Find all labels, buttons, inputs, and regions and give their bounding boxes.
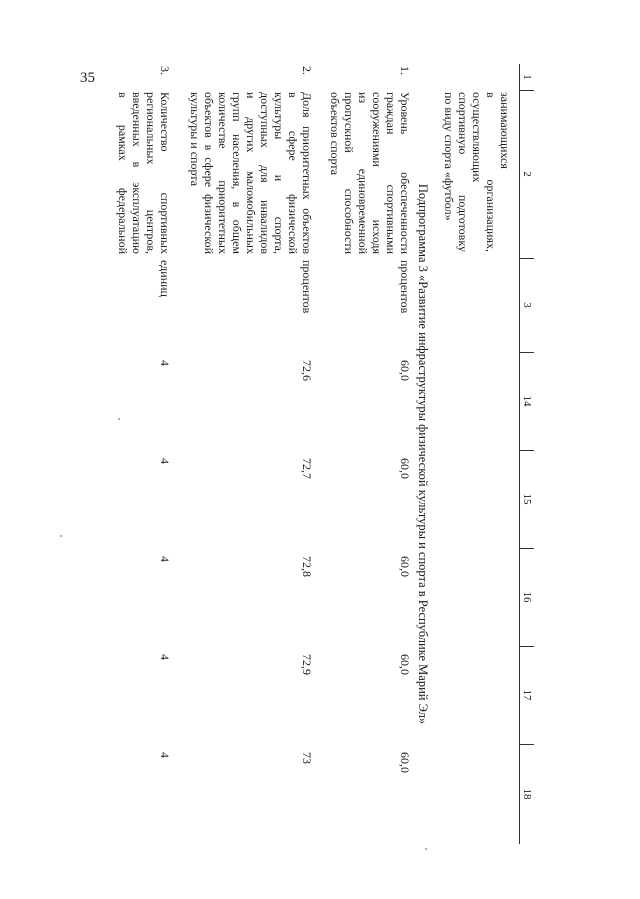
page-number: 35 <box>80 70 95 86</box>
continuation-row <box>432 64 512 844</box>
value-cell: 72,6 <box>300 360 314 381</box>
header-col-2: 2 <box>521 171 533 177</box>
unit-cell: процентов <box>300 260 314 314</box>
scan-speck <box>60 535 62 537</box>
header-divider <box>520 258 534 259</box>
value-cell: 60,0 <box>398 556 412 577</box>
value-cell: 4 <box>158 458 172 464</box>
header-col-18: 18 <box>521 788 533 800</box>
header-divider <box>520 744 534 745</box>
indicator-name: Количество спортивных региональных центров, введенных в эксплуатацию в рамках федеральной <box>116 92 172 254</box>
header-col-1: 1 <box>521 74 533 80</box>
value-cell: 60,0 <box>398 654 412 675</box>
header-divider <box>520 90 534 91</box>
table-row <box>109 64 172 844</box>
indicator-name: Уровень обеспеченности граждан спортивными сооружениями исходя из единовременной пропускной способности объектов спорта <box>328 92 412 254</box>
header-col-17: 17 <box>521 689 533 701</box>
header-col-15: 15 <box>521 493 533 505</box>
value-cell: 72,8 <box>300 556 314 577</box>
value-cell: 73 <box>300 752 314 764</box>
unit-cell: единиц <box>158 260 172 297</box>
row-number: 3. <box>158 66 172 75</box>
header-divider <box>520 450 534 451</box>
value-cell: 72,9 <box>300 654 314 675</box>
value-cell: 4 <box>158 556 172 562</box>
header-divider <box>520 548 534 549</box>
header-col-14: 14 <box>521 395 533 407</box>
header-divider <box>520 646 534 647</box>
value-cell: 4 <box>158 654 172 660</box>
header-divider <box>520 352 534 353</box>
rotated-table <box>109 64 534 844</box>
continuation-text: занимающихся в организациях, осуществляющих спортивную подготовку по виду спорта «футбол» <box>442 92 512 252</box>
header-rule <box>519 64 520 844</box>
scan-speck <box>425 848 427 850</box>
value-cell: 60,0 <box>398 458 412 479</box>
table-row <box>317 64 412 844</box>
row-number: 1. <box>398 66 412 75</box>
value-cell: 72,7 <box>300 458 314 479</box>
header-col-3: 3 <box>521 302 533 308</box>
table-header <box>520 64 534 844</box>
value-cell: 60,0 <box>398 360 412 381</box>
value-cell: 60,0 <box>398 752 412 773</box>
indicator-name: Доля приоритетных объектов в сфере физической культуры и спорта, доступных для инвалидов и других маломобильных групп населения, в общем количестве приоритетных объектов в сфере физической культуры и спорта <box>188 92 314 254</box>
table-row <box>179 64 314 844</box>
value-cell: 4 <box>158 752 172 758</box>
value-cell: 4 <box>158 360 172 366</box>
subprogram-title: Подпрограмма 3 «Развитие инфраструктуры физической культуры и спорта в Республике Марий Эл» <box>416 183 430 725</box>
unit-cell: процентов <box>398 260 412 314</box>
header-col-16: 16 <box>521 591 533 603</box>
scan-speck <box>118 418 120 420</box>
row-number: 2. <box>300 66 314 75</box>
